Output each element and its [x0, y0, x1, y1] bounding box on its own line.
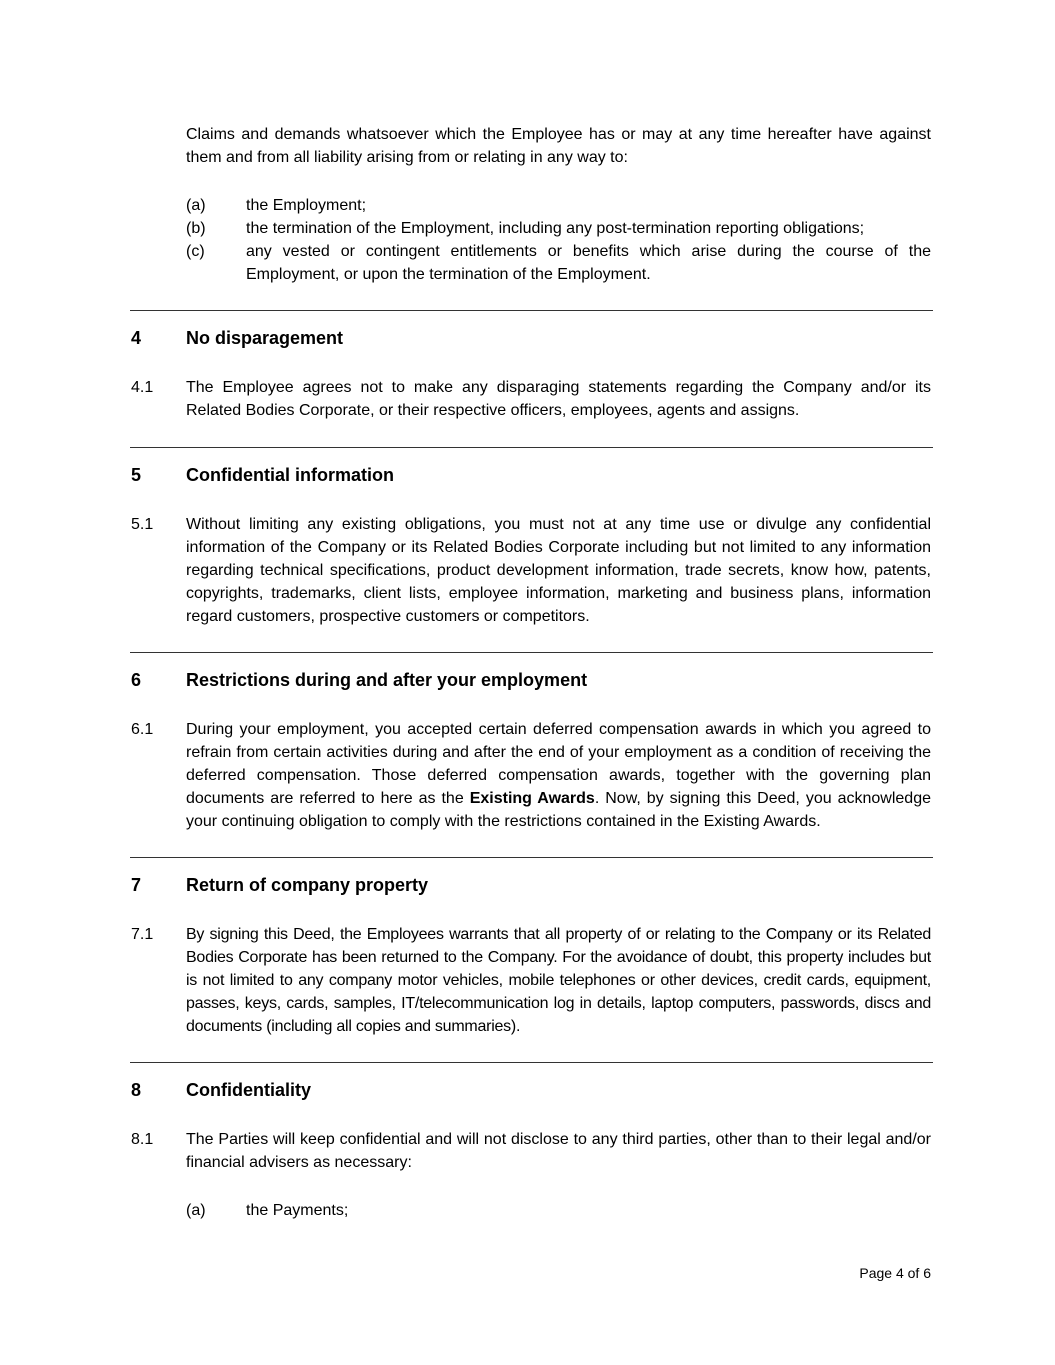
section-title: Confidentiality	[186, 1080, 311, 1100]
section-title: Restrictions during and after your employment	[186, 670, 588, 690]
section-number: 4	[131, 328, 142, 348]
clause-text: By signing this Deed, the Employees warrants that all property of or relating to the Company or its Related Bodies Corporate has been returned to the Company. For the avoidance of doubt, this property includes but is not limited to any company motor vehicles, mobile telephones or other devices, credit cards, equipment, passes, keys, cards, samples, IT/telecommunication log in details, laptop computers, passwords, discs and documents (including all copies and summaries).	[186, 926, 931, 1035]
section-divider	[130, 310, 933, 311]
section-number: 5	[131, 465, 142, 485]
clause-text-part: . Now, by signing this Deed, you acknowledge your continuing obligation to comply with the restrictions contained in the Existing Awards.	[186, 790, 932, 830]
intro-item-label: (b)	[186, 220, 206, 237]
clause-number: 8.1	[131, 1131, 154, 1148]
clause-item-label: (a)	[186, 1202, 206, 1219]
section-divider	[130, 447, 933, 448]
clause-number: 6.1	[131, 721, 154, 738]
clause-text: The Parties will keep confidential and will not disclose to any third parties, other than to their legal and/or financial advisers as necessary:	[186, 1131, 931, 1171]
clause-text: Without limiting any existing obligations, you must not at any time use or divulge any confidential information of the Company or its Related Bodies Corporate including but not limited to any information regarding technical specifications, product development information, trade secrets, know how, patents, copyrights, trademarks, client lists, employee information, marketing and business plans, information regard customers, prospective customers or competitors.	[186, 516, 931, 625]
page-number: Page 4 of 6	[859, 1265, 931, 1281]
section-divider	[130, 1062, 933, 1063]
clause-number: 4.1	[131, 379, 154, 396]
intro-item-a	[186, 194, 931, 217]
clause-item-text: the Payments;	[246, 1202, 349, 1219]
clause-text	[186, 718, 931, 833]
intro-paragraph: Claims and demands whatsoever which the Employee has or may at any time hereafter have against them and from all liability arising from or relating in any way to:	[186, 126, 931, 166]
clause-text-part: During your employment, you accepted certain deferred compensation awards in which you agreed to refrain from certain activities during and after the end of your employment as a condition of receiving the deferred compensation. Those deferred compensation awards, together with the governing plan documents are referred to here as the	[186, 721, 931, 807]
section-title: Confidential information	[186, 465, 394, 485]
section-number: 6	[131, 670, 142, 690]
section-title: Return of company property	[186, 875, 429, 895]
clause-number: 5.1	[131, 516, 154, 533]
intro-item-text: the termination of the Employment, including any post-termination reporting obligations;	[246, 220, 865, 237]
clause-8-1-item-a	[186, 1199, 931, 1222]
intro-item-text: the Employment;	[246, 197, 367, 214]
intro-item-label: (c)	[186, 243, 205, 260]
section-number: 7	[131, 875, 142, 895]
section-number: 8	[131, 1080, 142, 1100]
clause-number: 7.1	[131, 926, 154, 943]
section-divider	[130, 857, 933, 858]
section-divider	[130, 652, 933, 653]
clause-text: The Employee agrees not to make any disparaging statements regarding the Company and/or its Related Bodies Corporate, or their respective officers, employees, agents and assigns.	[186, 379, 931, 419]
section-title: No disparagement	[186, 328, 344, 348]
defined-term-existing-awards: Existing Awards	[469, 790, 595, 807]
intro-item-b	[186, 217, 931, 240]
intro-item-text: any vested or contingent entitlements or benefits which arise during the course of the Employment, or upon the termination of the Employment.	[246, 243, 931, 283]
intro-item-c	[186, 240, 931, 286]
intro-item-label: (a)	[186, 197, 206, 214]
